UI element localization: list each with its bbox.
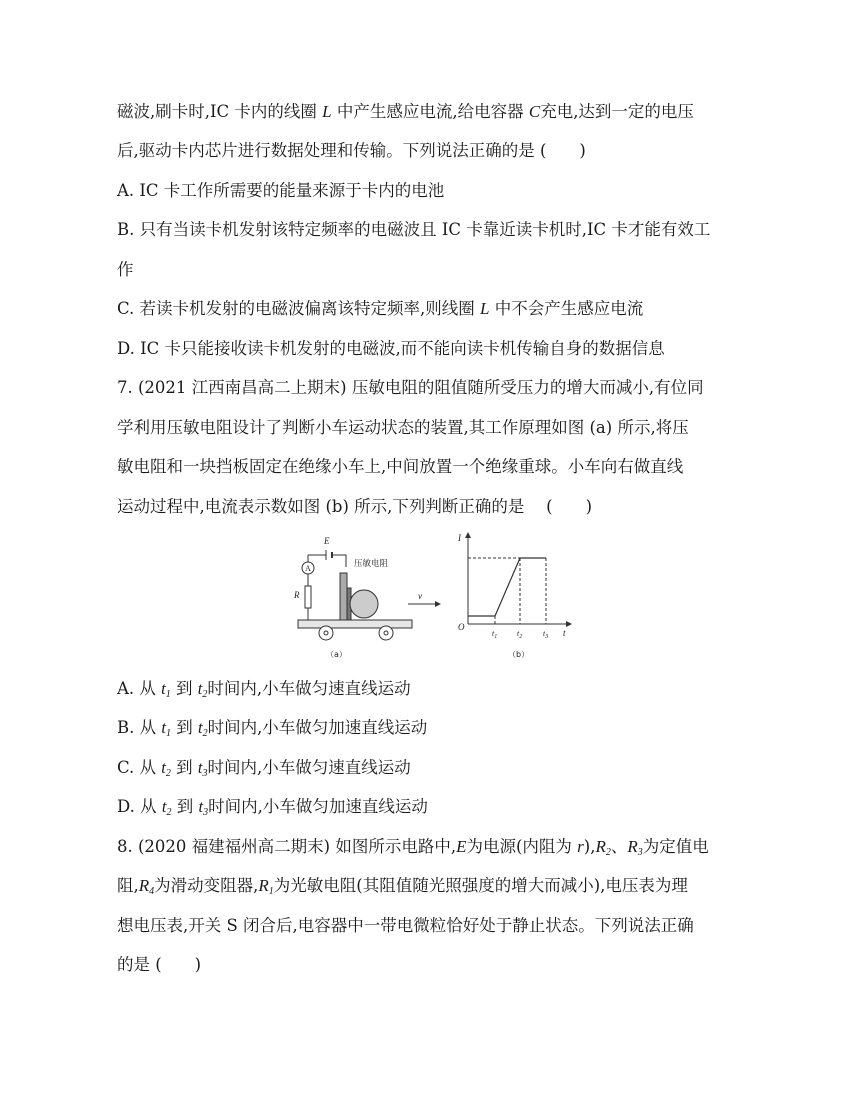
q7-stem-line-4: 运动过程中,电流表示数如图 (b) 所示,下列判断正确的是 ( ) (117, 497, 593, 516)
caption-b: （b） (508, 650, 530, 659)
q6-option-b-line-2: 作 (117, 260, 134, 279)
q7-option-d: D. 从 $t_2$ 到 $t_3$时间内,小车做匀加速直线运动 (117, 797, 428, 818)
velocity-arrowhead (435, 601, 441, 607)
axis-label-I: I (458, 533, 461, 543)
axis-i-arrowhead (465, 532, 471, 538)
q8-stem-line-1: 8. (2020 福建福州高二期末) 如图所示电路中,E为电源(内阻为 $r),R_2$、$R_3$为定值电 (117, 837, 709, 858)
q6-option-a: A. IC 卡工作所需要的能量来源于卡内的电池 (117, 181, 445, 200)
label-ammeter: A (305, 564, 311, 573)
axis-t-arrowhead (566, 621, 572, 627)
figure-b-graph (468, 536, 568, 624)
q7-option-a: A. 从 $t_1$ 到 $t_2$时间内,小车做匀速直线运动 (117, 679, 411, 700)
tick-t3: $t_3$ (543, 629, 549, 640)
q8-stem-line-2: 阻$,R_4$为滑动变阻器$,R_1$为光敏电阻(其阻值随光照强度的增大而减小),电压表为理 (117, 876, 688, 897)
q6-option-d: D. IC 卡只能接收读卡机发射的电磁波,而不能向读卡机传输自身的数据信息 (117, 339, 665, 358)
q6-option-c: C. 若读卡机发射的电磁波偏离该特定频率,则线圈 L 中不会产生感应电流 (117, 299, 644, 318)
q7-stem-line-2: 学利用压敏电阻设计了判断小车运动状态的装置,其工作原理如图 (a) 所示,将压 (117, 418, 689, 437)
caption-a: （a） (326, 650, 347, 659)
q7-option-c: C. 从 $t_2$ 到 $t_3$时间内,小车做匀速直线运动 (117, 758, 411, 779)
q7-figure (290, 530, 580, 665)
label-pressure-resistor: 压敏电阻 (354, 559, 389, 569)
q6-stem-line-1: 磁波,刷卡时,IC 卡内的线圈 L 中产生感应电流,给电容器 C充电,达到一定的电压 (117, 102, 694, 121)
axis-label-t: t (563, 628, 566, 638)
q7-stem-line-3: 敏电阻和一块挡板固定在绝缘小车上,中间放置一个绝缘重球。小车向右做直线 (117, 457, 684, 476)
q7-stem-line-1: 7. (2021 江西南昌高二上期末) 压敏电阻的阻值随所受压力的增大而减小,有位同 (117, 378, 704, 397)
tick-t2: $t_2$ (517, 629, 523, 640)
label-E: E (324, 536, 330, 546)
q6-option-b-line-1: B. 只有当读卡机发射该特定频率的电磁波且 IC 卡靠近读卡机时,IC 卡才能有效工 (117, 220, 711, 239)
label-v: v (418, 591, 422, 601)
q8-stem-line-3: 想电压表,开关 S 闭合后,电容器中一带电微粒恰好处于静止状态。下列说法正确 (117, 916, 694, 935)
q6-stem-line-2: 后,驱动卡内芯片进行数据处理和传输。下列说法正确的是 ( ) (117, 141, 586, 160)
q7-option-b: B. 从 $t_1$ 到 $t_2$时间内,小车做匀加速直线运动 (117, 718, 428, 739)
tick-t1: $t_1$ (492, 629, 498, 640)
origin-label: O (458, 622, 465, 632)
q8-stem-line-4: 的是 ( ) (117, 955, 202, 974)
label-R: R (294, 590, 300, 600)
